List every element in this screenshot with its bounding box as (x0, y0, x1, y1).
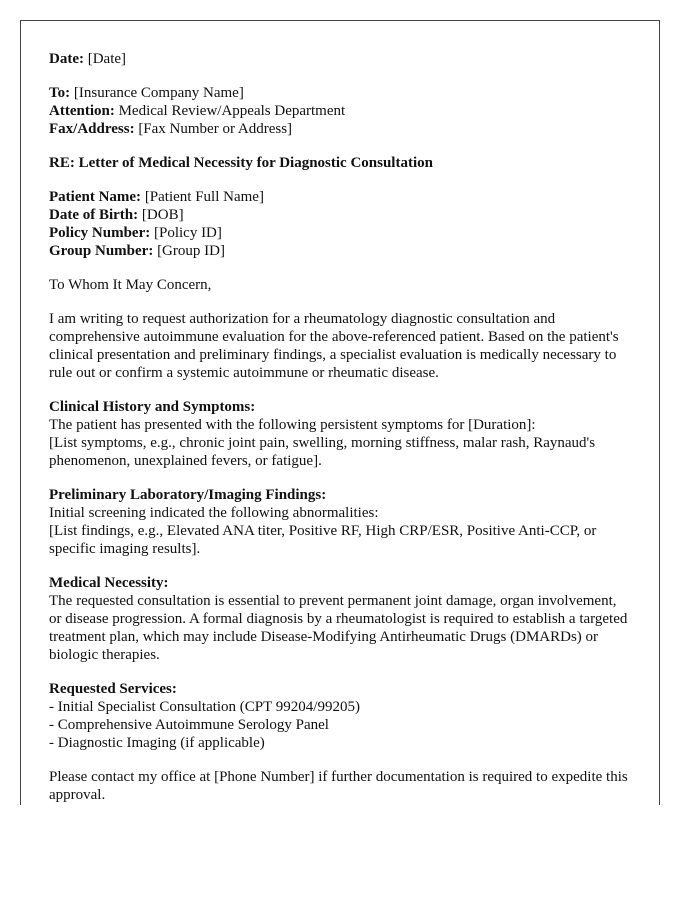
recipient-block: To: [Insurance Company Name] Attention: Medical Review/Appeals Department Fax/Address: [Fax Number or Address] (49, 85, 346, 137)
patient-block: Patient Name: [Patient Full Name] Date of Birth: [DOB] Policy Number: [Policy ID] Group Number: [Group ID] (49, 189, 264, 259)
intro-paragraph: I am writing to request authorization for a rheumatology diagnostic consultation and comprehensive autoimmune evaluation for the above-referenced patient. Based on the patient's clinical presentation and preliminary findings, a specialist evaluation is medically necessary to rule out or confirm a systemic autoimmune or rheumatic disease. (49, 311, 619, 381)
closing-paragraph: Please contact my office at [Phone Number] if further documentation is required to expedite this approval. (49, 769, 628, 803)
salutation: To Whom It May Concern, (49, 277, 212, 293)
section-medical-necessity: Medical Necessity: The requested consultation is essential to prevent permanent joint damage, organ involvement, or disease progression. A formal diagnosis by a rheumatologist is required to establish a targeted treatment plan, which may include Disease-Modifying Antirheumatic Drugs (DMARDs) or biologic therapies. (49, 575, 628, 663)
section-clinical-history: Clinical History and Symptoms: The patient has presented with the following persistent symptoms for [Duration]: [List symptoms, e.g., chronic joint pain, swelling, morning stiffness, malar rash, Raynaud's phenomenon, unexplained fevers, or fatigue]. (49, 399, 596, 469)
date-line: Date: [Date] (49, 51, 127, 67)
letter-page (20, 20, 660, 805)
section-requested-services: Requested Services: - Initial Specialist Consultation (CPT 99204/99205) - Comprehensive Autoimmune Serology Panel - Diagnostic Imaging (if applicable) (49, 681, 360, 751)
subject-line: RE: Letter of Medical Necessity for Diagnostic Consultation (49, 155, 433, 171)
section-findings: Preliminary Laboratory/Imaging Findings: Initial screening indicated the following abnormalities: [List findings, e.g., Elevated ANA titer, Positive RF, High CRP/ESR, Positive Anti-CCP, or specific imaging results]. (49, 487, 597, 557)
